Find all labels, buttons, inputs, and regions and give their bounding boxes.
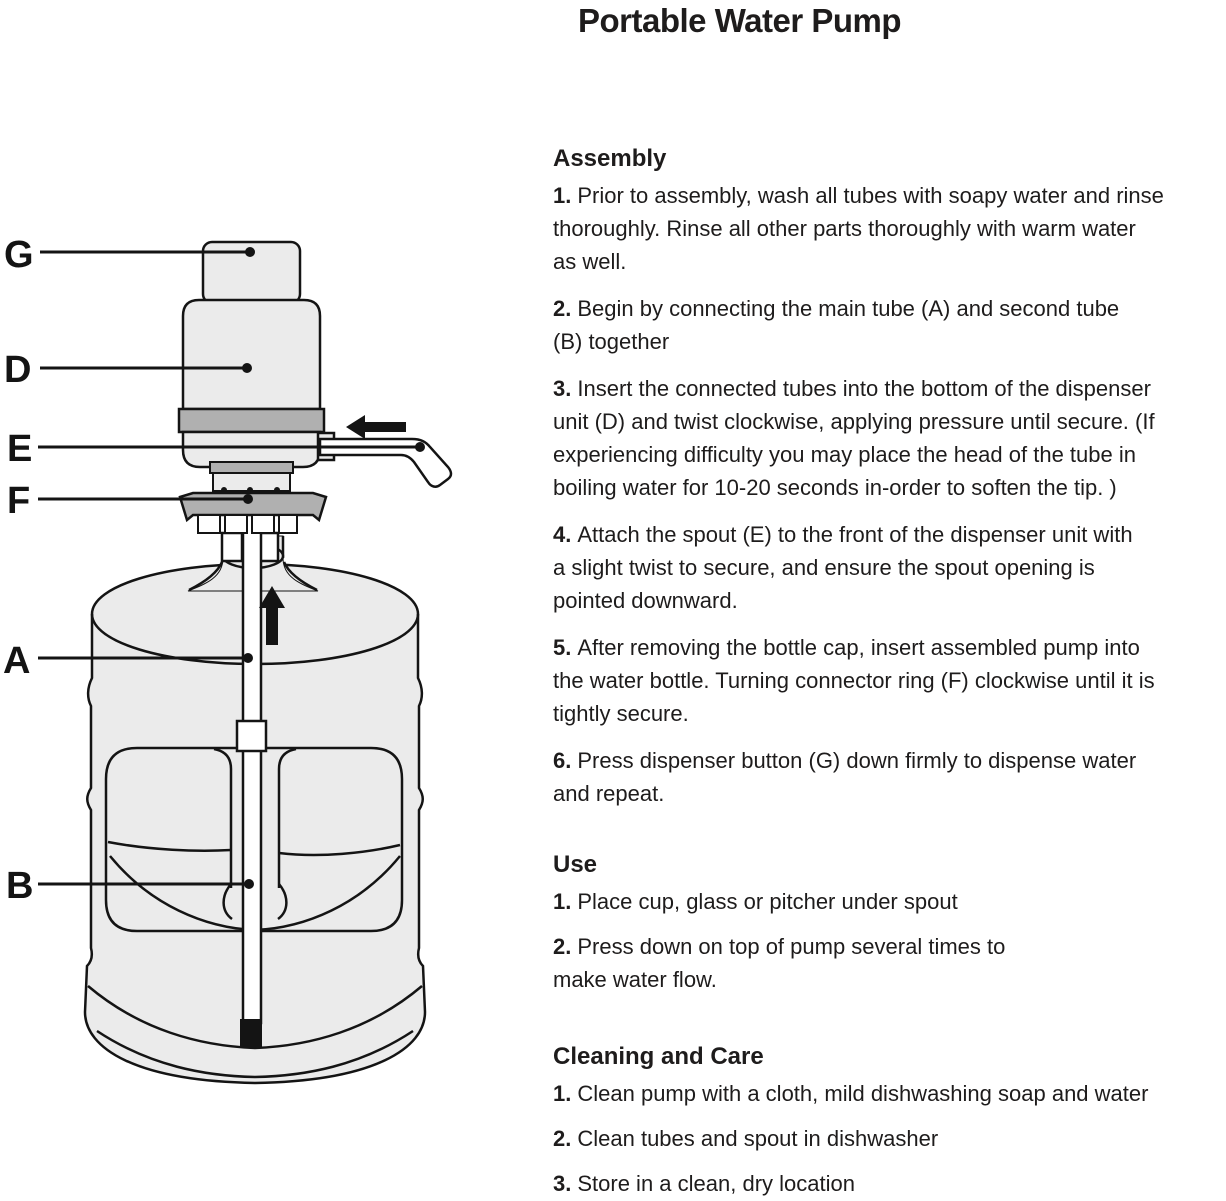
part-label-e: E — [7, 428, 33, 470]
tube-joint — [237, 721, 266, 751]
part-label-g: G — [4, 234, 34, 276]
section-cleaning — [553, 1042, 1226, 1201]
step-line: 2. Begin by connecting the main tube (A) and second tube — [553, 296, 1120, 321]
step-line: (B) together — [553, 329, 670, 354]
leader-dot-a — [243, 653, 253, 663]
ring-nut — [198, 515, 220, 533]
ring-pin — [247, 487, 253, 493]
step-line: pointed downward. — [553, 588, 738, 613]
left-arrow-icon — [346, 415, 406, 439]
part-label-f: F — [7, 480, 31, 522]
cleaning-heading: Cleaning and Care — [553, 1043, 764, 1070]
part-label-d: D — [4, 349, 32, 391]
step-line: 3. Store in a clean, dry location — [553, 1171, 855, 1196]
use-heading: Use — [553, 851, 598, 878]
ring-nut — [225, 515, 247, 533]
tube-stub-left — [222, 533, 242, 561]
leader-dot-g — [245, 247, 255, 257]
step-line: 1. Place cup, glass or pitcher under spout — [553, 889, 958, 914]
part-label-a: A — [3, 640, 31, 682]
step-line: 1. Clean pump with a cloth, mild dishwashing soap and water — [553, 1081, 1149, 1106]
assembly-step-4 — [553, 518, 1226, 617]
step-line: boiling water for 10-20 seconds in-order to soften the tip. ) — [553, 475, 1117, 500]
ring-pin — [221, 487, 227, 493]
step-line: as well. — [553, 249, 627, 274]
ring-nut — [279, 515, 297, 533]
leader-dot-b — [244, 879, 254, 889]
assembly-heading: Assembly — [553, 145, 667, 172]
cleaning-step-3 — [553, 1167, 1226, 1200]
step-line: 2. Press down on top of pump several times to — [553, 934, 1006, 959]
step-line: and repeat. — [553, 781, 665, 806]
assembly-step-3 — [553, 372, 1226, 504]
step-line: experiencing difficulty you may place the head of the tube in — [553, 442, 1136, 467]
part-label-b: B — [6, 865, 34, 907]
assembly-step-6 — [553, 744, 1226, 810]
step-line: 5. After removing the bottle cap, insert assembled pump into — [553, 635, 1140, 660]
step-line: 2. Clean tubes and spout in dishwasher — [553, 1126, 939, 1151]
assembly-step-1 — [553, 179, 1226, 278]
page-title: Portable Water Pump — [578, 2, 901, 39]
step-line: a slight twist to secure, and ensure the spout opening is — [553, 555, 1095, 580]
leader-dot-d — [242, 363, 252, 373]
ring-pin — [274, 487, 280, 493]
dispenser-band — [179, 409, 324, 432]
collar-upper — [210, 462, 293, 473]
use-step-1 — [553, 885, 1226, 918]
section-assembly — [553, 144, 1226, 824]
leader-dot-f — [243, 494, 253, 504]
use-step-2 — [553, 930, 1226, 996]
tube-body — [243, 508, 261, 1023]
cleaning-step-1 — [553, 1077, 1226, 1110]
assembly-step-2 — [553, 292, 1226, 358]
step-line: unit (D) and twist clockwise, applying pressure until secure. (If — [553, 409, 1155, 434]
step-line: 4. Attach the spout (E) to the front of the dispenser unit with — [553, 522, 1133, 547]
step-line: 1. Prior to assembly, wash all tubes with soapy water and rinse — [553, 183, 1164, 208]
step-line: 6. Press dispenser button (G) down firmly to dispense water — [553, 748, 1137, 773]
assembly-step-5 — [553, 631, 1226, 730]
step-line: make water flow. — [553, 967, 717, 992]
leader-dot-e — [415, 442, 425, 452]
step-line: the water bottle. Turning connector ring (F) clockwise until it is — [553, 668, 1155, 693]
ring-nut — [252, 515, 274, 533]
step-line: tightly secure. — [553, 701, 689, 726]
section-use — [553, 850, 1226, 1008]
tube-foot — [240, 1019, 262, 1047]
cleaning-step-2 — [553, 1122, 1226, 1155]
pump-assembly — [179, 242, 451, 533]
dispenser-unit — [183, 300, 320, 409]
step-line: thoroughly. Rinse all other parts thoroughly with warm water — [553, 216, 1136, 241]
water-pump-diagram — [0, 0, 530, 1201]
step-line: 3. Insert the connected tubes into the bottom of the dispenser — [553, 376, 1151, 401]
